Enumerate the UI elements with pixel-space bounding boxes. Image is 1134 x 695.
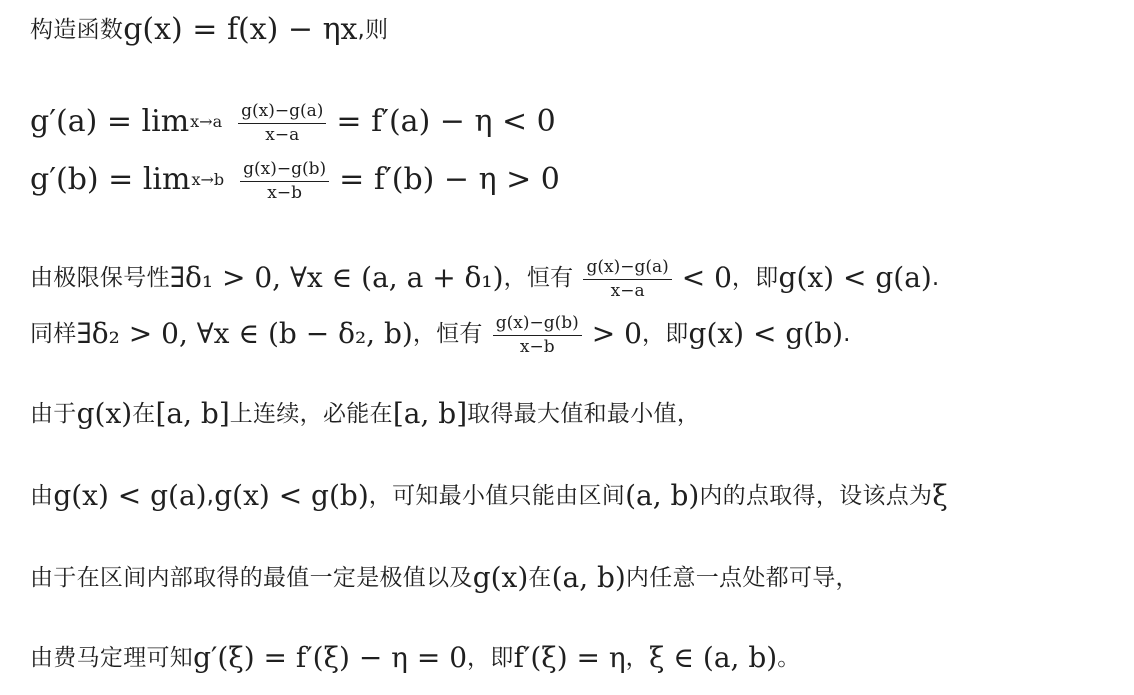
text: 上连续，必能在 (229, 401, 393, 427)
denominator: x−a (265, 125, 300, 145)
formula-interval: (a, b) (625, 479, 700, 512)
formula-xi-range: ξ ∈ (a, b) (648, 641, 778, 674)
formula-xi: ξ (932, 479, 948, 512)
denominator: x−a (610, 281, 645, 301)
numerator: g(x)−g(b) (493, 313, 582, 336)
formula: g(x) < g(b) (214, 479, 369, 512)
text: ，可知最小值只能由区间 (368, 483, 626, 509)
formula-inequality: < 0 (681, 261, 732, 294)
text: 同样 (30, 321, 77, 347)
limit-subscript: x→a (190, 112, 223, 131)
formula-fermat: g′(ξ) = f′(ξ) − η = 0 (193, 641, 468, 674)
text: 在 (528, 565, 552, 591)
text: 由于在区间内部取得的最值一定是极值以及 (30, 565, 473, 591)
difference-quotient (240, 159, 329, 203)
text: 由极限保号性 (30, 265, 170, 291)
text: ， (625, 645, 649, 671)
difference-quotient (583, 257, 671, 301)
minimum-line (30, 480, 948, 512)
text: ,则 (357, 17, 389, 43)
text: 。 (777, 645, 801, 671)
extremum-line (30, 562, 859, 594)
formula: g(x) (76, 397, 133, 430)
construct-function-line (30, 14, 388, 46)
numerator: g(x)−g(b) (240, 159, 329, 182)
derivative-b-line (30, 158, 560, 202)
denominator: x−b (267, 183, 303, 203)
formula-lhs: g′(a) = lim (30, 104, 190, 139)
formula-neighborhood: ∃δ₁ > 0, ∀x ∈ (a, a + δ₁) (169, 261, 504, 294)
text: 在 (132, 401, 156, 427)
formula-interval: (a, b) (551, 561, 626, 594)
text: ，恒有 (503, 265, 574, 291)
text: 构造函数 (30, 17, 124, 43)
sign-preserving-line-a (30, 256, 939, 300)
formula-lhs: g′(b) = lim (30, 162, 191, 197)
formula-g-def: g(x) = f(x) − ηx (123, 12, 358, 47)
formula-inequality: > 0 (591, 317, 642, 350)
formula-result: g(x) < g(a) (778, 261, 932, 294)
text: ，即 (731, 265, 779, 291)
numerator: g(x)−g(a) (238, 101, 326, 124)
limit-subscript: x→b (191, 170, 225, 189)
difference-quotient (493, 313, 582, 357)
denominator: x−b (519, 337, 555, 357)
numerator: g(x)−g(a) (583, 257, 671, 280)
formula: g(x) < g(a) (53, 479, 207, 512)
text: , (206, 483, 215, 509)
derivative-a-line (30, 100, 556, 144)
formula-rhs: = f′(b) − η > 0 (339, 162, 560, 197)
text: . (931, 265, 940, 291)
formula-interval: [a, b] (155, 397, 230, 430)
text: ，即 (641, 321, 689, 347)
difference-quotient (238, 101, 326, 145)
formula-conclusion: f′(ξ) = η (513, 641, 626, 674)
text: 内的点取得，设该点为 (699, 483, 933, 509)
formula-neighborhood: ∃δ₂ > 0, ∀x ∈ (b − δ₂, b) (76, 317, 413, 350)
text: ，即 (467, 645, 514, 671)
text: ，恒有 (412, 321, 483, 347)
text: 由 (30, 483, 54, 509)
formula-interval: [a, b] (392, 397, 468, 430)
text: . (843, 321, 851, 347)
formula-result: g(x) < g(b) (688, 317, 844, 350)
formula-rhs: = f′(a) − η < 0 (336, 104, 556, 139)
fermat-line (30, 642, 801, 674)
continuity-line (30, 398, 700, 430)
text: 取得最大值和最小值， (467, 401, 701, 427)
formula: g(x) (472, 561, 529, 594)
sign-preserving-line-b (30, 312, 851, 356)
text: 内任意一点处都可导， (625, 565, 859, 591)
text: 由费马定理可知 (30, 645, 194, 671)
text: 由于 (30, 401, 77, 427)
